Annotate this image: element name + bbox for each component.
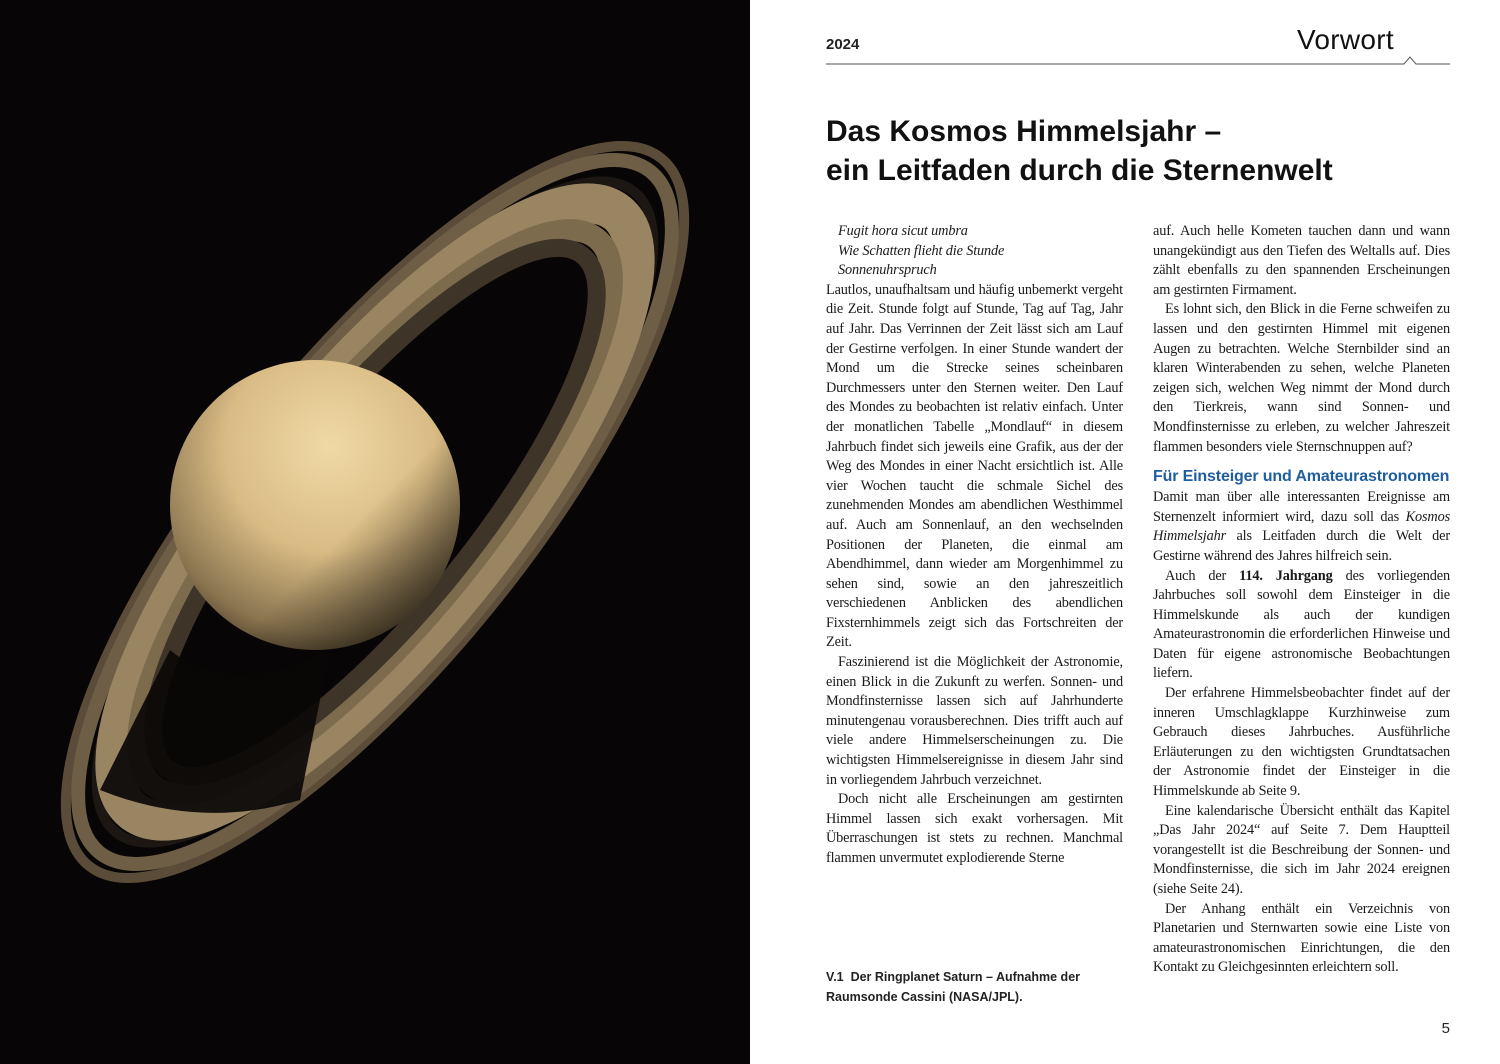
right-column <box>1153 222 1450 978</box>
paragraph: Doch nicht alle Erscheinungen am gestirnten Himmel lassen sich exakt vorhersagen. Mit Überraschungen ist stets zu rechnen. Manchmal flammen unvermutet explodierende Sterne <box>826 791 1123 866</box>
paragraph: Lautlos, unaufhaltsam und häufig unbemerkt vergeht die Zeit. Stunde folgt auf Stunde, Tag auf Tag, Jahr auf Jahr. Das Verrinnen der Zeit lässt sich am Lauf der Gestirne verfolgen. In einer Stunde wandert der Mond um die Strecke seines scheinbaren Durchmessers unter den Sternen weiter. Den Lauf des Mondes zu beobachten ist relativ einfach. Unter der monatlichen Tabelle „Mondlauf“ in diesem Jahrbuch findet sich jeweils eine Grafik, aus der der Weg des Mondes in einer Nacht ersichtlich ist. Alle vier Wochen taucht die schmale Sichel des zunehmenden Mondes am abendlichen Westhimmel auf. Auch am Sonnenlauf, an den wechselnden Positionen der Planeten, die einmal am Abendhimmel, dann wieder am Morgenhimmel zu sehen sind, sowie an den jahreszeitlich verschiedenen Anblicken des abendlichen Fixsternhimmels zeigt sich das Fortschreiten der Zeit. <box>826 281 1123 651</box>
paragraph <box>1153 567 1450 685</box>
book-page <box>750 0 1500 1064</box>
caption-text: Der Ringplanet Saturn – Aufnahme der Raumsonde Cassini (NASA/JPL). <box>826 970 1081 1004</box>
paragraph: Es lohnt sich, den Blick in die Ferne schweifen zu lassen und den gestirnten Himmel mit eigenen Augen zu betrachten. Welche Sternbilder sind an klaren Winterabenden zu sehen, welche Planeten zeigen sich, welchen Weg nimmt der Mond durch den Tierkreis, wann sind Sonnen- und Mondfinsternisse zu erleben, zu welcher Jahreszeit flammen besonders viele Sternschnuppen auf? <box>1153 301 1450 455</box>
header-rule <box>826 56 1450 68</box>
paragraph: auf. Auch helle Kometen tauchen dann und wann unangekündigt aus den Tiefen des Weltalls auf. Dies zählt ebenfalls zu den spannenden Erscheinungen am gestirnten Firmament. <box>1153 223 1450 298</box>
paragraph: Der Anhang enthält ein Verzeichnis von Planetarien und Sternwarten sowie eine Liste von amateurastronomischen Einrichtungen, die den Kontakt zu Gleichgesinnten erleichtern soll. <box>1153 900 1450 976</box>
header-year: 2024 <box>826 36 860 53</box>
figure-caption <box>826 968 1126 1007</box>
paragraph: Faszinierend ist die Möglichkeit der Astronomie, einen Blick in die Zukunft zu werfen. Sonnen- und Mondfinsternisse lassen sich auf Jahrhunderte minutengenau vorausberechnen. Dies trifft auch auf viele andere Himmelserscheinungen zu. Die wichtigsten Himmelsereignisse in diesem Jahr sind in vorliegendem Jahrbuch verzeichnet. <box>826 654 1123 788</box>
text: Damit man über alle interessanten Ereignisse am Sternenzelt informiert wird, dazu soll das <box>1153 489 1450 525</box>
motto-german: Wie Schatten flieht die Stunde <box>838 242 1005 259</box>
page-title <box>826 112 1446 190</box>
paragraph: Eine kalendarische Übersicht enthält das Kapitel „Das Jahr 2024“ auf Seite 7. Dem Hauptteil vorangestellt ist die Beschreibung der Sonnen- und Mondfinsternisse, die sich im Jahr 2024 ereignen (siehe Seite 24). <box>1153 802 1450 897</box>
motto-latin: Fugit hora sicut umbra <box>838 223 968 239</box>
page-number: 5 <box>1441 1020 1450 1037</box>
text: des vorliegenden Jahrbuches soll sowohl dem Einsteiger in die Himmelskunde als auch der kundigen Amateurastronomin die erforderlichen Hinweise und Daten für eigene astronomische Beobachtungen liefern. <box>1153 567 1450 682</box>
paragraph <box>1153 488 1450 566</box>
text: Auch der <box>1165 567 1240 584</box>
left-column <box>826 222 1123 869</box>
title-line: ein Leitfaden durch die Sternenwelt <box>826 154 1333 187</box>
title-line: Das Kosmos Himmelsjahr – <box>826 115 1222 148</box>
caption-label: V.1 <box>826 970 844 984</box>
motto-source: Sonnenuhrspruch <box>838 262 937 279</box>
book-title: Kosmos Himmelsjahr <box>1153 508 1450 545</box>
paragraph: Der erfahrene Himmelsbeobachter findet auf der inneren Umschlagklappe Kurzhinweise zum Gebrauch dieses Jahrbuches. Ausführliche Erläuterungen zu den wichtigsten Grundtatsachen der Astronomie findet der Einsteiger in die Himmelskunde ab Seite 9. <box>1153 685 1450 800</box>
edition-number: 114. Jahrgang <box>1239 567 1333 584</box>
section-title: Vorwort <box>1296 24 1394 55</box>
subheading: Für Einsteiger und Amateurastronomen <box>1153 468 1450 486</box>
text: als Leitfaden durch die Welt der Gestirne während des Jahres hilfreich sein. <box>1153 528 1450 564</box>
